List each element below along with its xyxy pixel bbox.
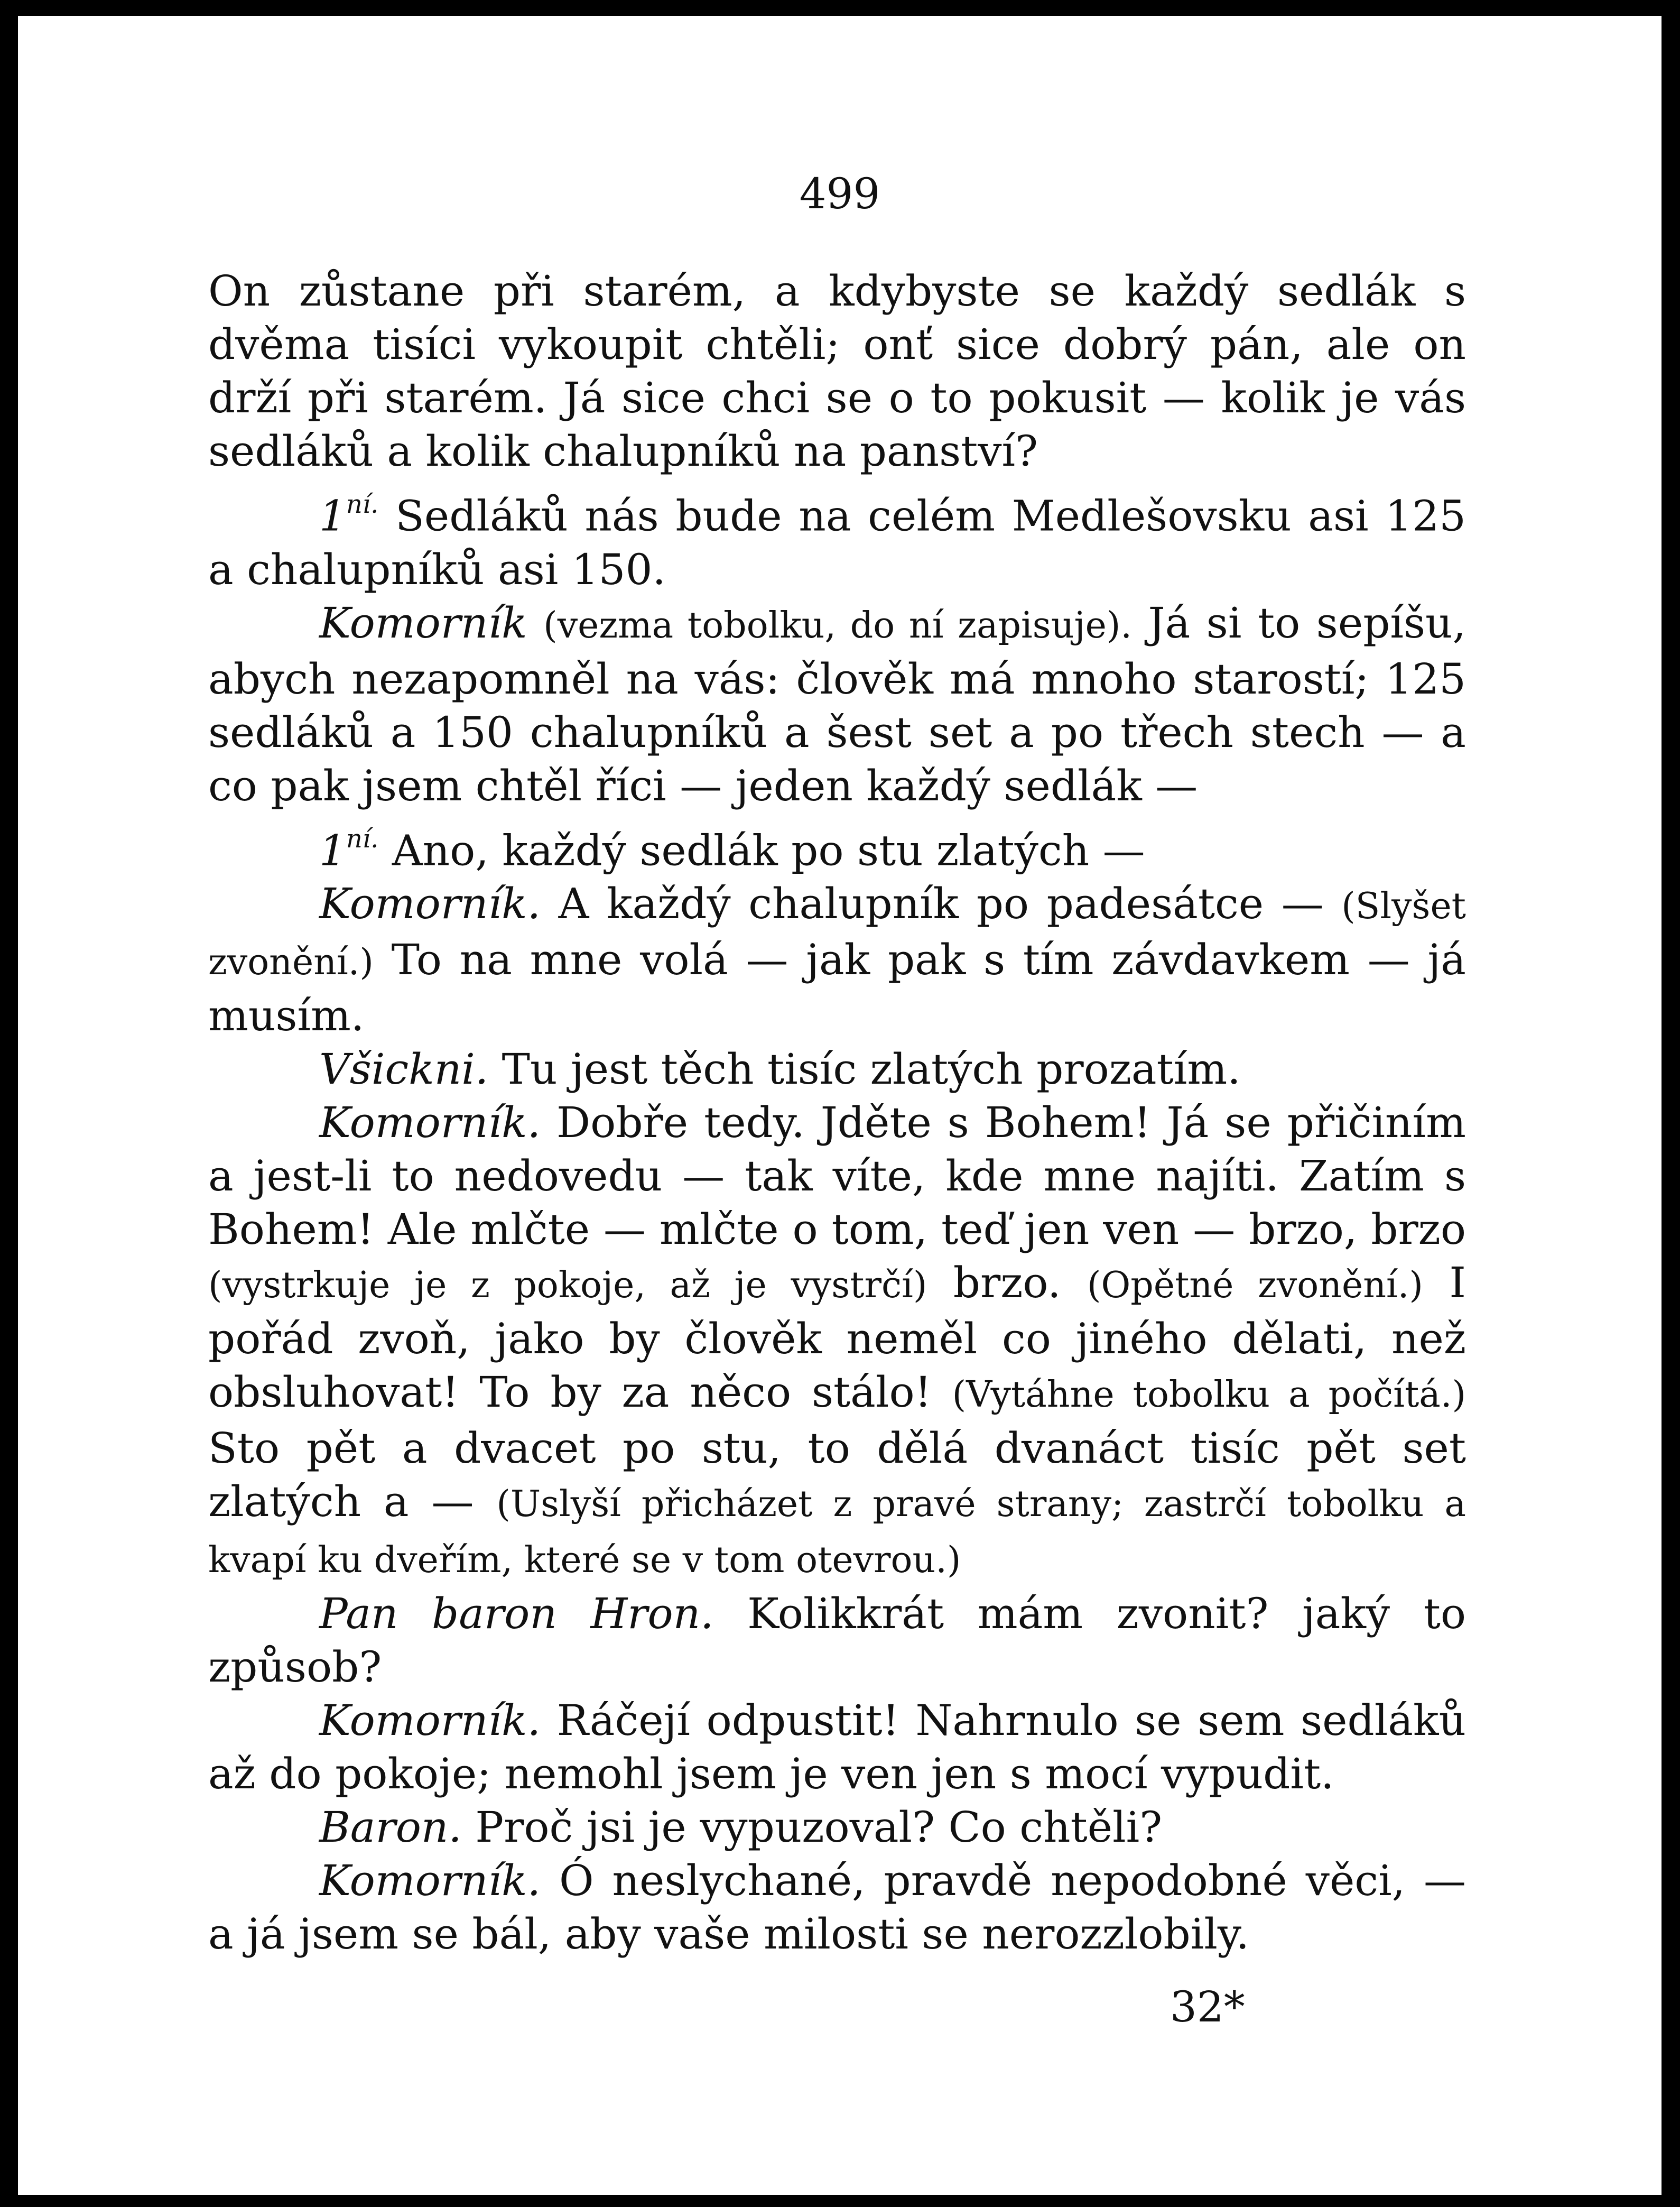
paragraph-text: Já si to sepíšu, abych nezapomněl na vás: člověk má mnoho starostí; 125 sedláků a 150 chalupníků a šest set a po třech stech — a co pak jsem chtěl říci — jeden každý sedlák —	[208, 598, 1466, 810]
paragraph-4	[208, 812, 1466, 878]
paragraph-text: Proč jsi je vypuzoval? Co chtěli?	[475, 1803, 1163, 1852]
paragraph-text: Ó neslychané, pravdě nepodobné věci, — a já jsem se bál, aby vaše milosti se nerozzlobily.	[208, 1856, 1466, 1959]
paragraph-text: Sedláků nás bude na celém Medlešovsku asi 125 a chalupníků asi 150.	[208, 491, 1466, 594]
speaker-superscript: ní.	[346, 490, 379, 519]
speaker-label: Komorník.	[319, 1098, 541, 1148]
paragraph-10	[208, 1800, 1466, 1854]
paragraph-7	[208, 1096, 1466, 1587]
speaker-label: Komorník.	[319, 879, 541, 929]
paragraph-text: Dobře tedy. Jděte s Bohem! Já se přičiním a jest-li to nedovedu — tak víte, kde mne najíti. Zatím s Bohem! Ale mlčte — mlčte o tom, teď jen ven — brzo, brzo	[208, 1098, 1466, 1254]
speaker-superscript: ní.	[346, 824, 379, 854]
speaker-label: Komorník.	[319, 1696, 541, 1746]
speaker-label: Všickni.	[319, 1045, 489, 1094]
paragraph-3	[208, 596, 1466, 812]
stage-direction: (Opětné zvonění.)	[1087, 1264, 1423, 1307]
speaker-label: Baron.	[319, 1803, 462, 1852]
paragraph-text: A každý chalupník po padesátce —	[558, 879, 1324, 929]
paragraph-text: Ano, každý sedlák po stu zlatých —	[392, 826, 1145, 875]
paragraph-9	[208, 1694, 1466, 1800]
stage-direction: (Slyšet zvonění.)	[208, 885, 1466, 984]
speaker-label: Pan baron Hron.	[319, 1589, 714, 1639]
paragraph-5	[208, 877, 1466, 1042]
page-number: 499	[799, 169, 880, 218]
speaker-label: 1	[319, 826, 346, 875]
stage-direction: (vezma tobolku, do ní zapisuje).	[543, 604, 1132, 647]
paragraph-2	[208, 478, 1466, 596]
paragraph-8	[208, 1587, 1466, 1694]
paragraph-1	[208, 264, 1466, 478]
paragraph-text: brzo.	[953, 1258, 1061, 1308]
body-text	[208, 264, 1466, 1961]
paragraph-6	[208, 1042, 1466, 1096]
stage-direction: (Uslyší přicházet z pravé strany; zastrčí tobolku a kvapí ku dveřím, které se v tom otevrou.)	[208, 1483, 1466, 1582]
signature-mark: 32*	[1170, 1982, 1245, 2031]
paragraph-text: Kolikkrát mám zvonit? jaký to způsob?	[208, 1589, 1466, 1692]
paragraph-text: Sto pět a dvacet po stu, to dělá dvanáct tisíc pět set zlatých a —	[208, 1424, 1466, 1527]
paragraph-text: Tu jest těch tisíc zlatých prozatím.	[502, 1045, 1241, 1094]
paragraph-text: On zůstane při starém, a kdybyste se každý sedlák s dvěma tisíci vykoupit chtěli; onť sice dobrý pán, ale on drží při starém. Já sice chci se o to pokusit — kolik je vás sedláků a kolik chalupníků na panství?	[208, 266, 1466, 476]
paragraph-text: I pořád zvoň, jako by člověk neměl co jiného dělati, než obsluhovat! To by za něco stálo!	[208, 1258, 1466, 1417]
speaker-label: Komorník.	[319, 1856, 541, 1906]
speaker-label: 1	[319, 491, 346, 541]
speaker-label: Komorník	[319, 598, 527, 648]
paragraph-text: Ráčejí odpustit! Nahrnulo se sem sedláků až do pokoje; nemohl jsem je ven jen s mocí vypudit.	[208, 1696, 1466, 1799]
book-page	[18, 16, 1662, 2195]
paragraph-text: To na mne volá — jak pak s tím závdavkem — já musím.	[208, 935, 1466, 1041]
stage-direction: (vystrkuje je z pokoje, až je vystrčí)	[208, 1264, 927, 1307]
stage-direction: (Vytáhne tobolku a počítá.)	[952, 1374, 1466, 1416]
paragraph-11	[208, 1854, 1466, 1961]
